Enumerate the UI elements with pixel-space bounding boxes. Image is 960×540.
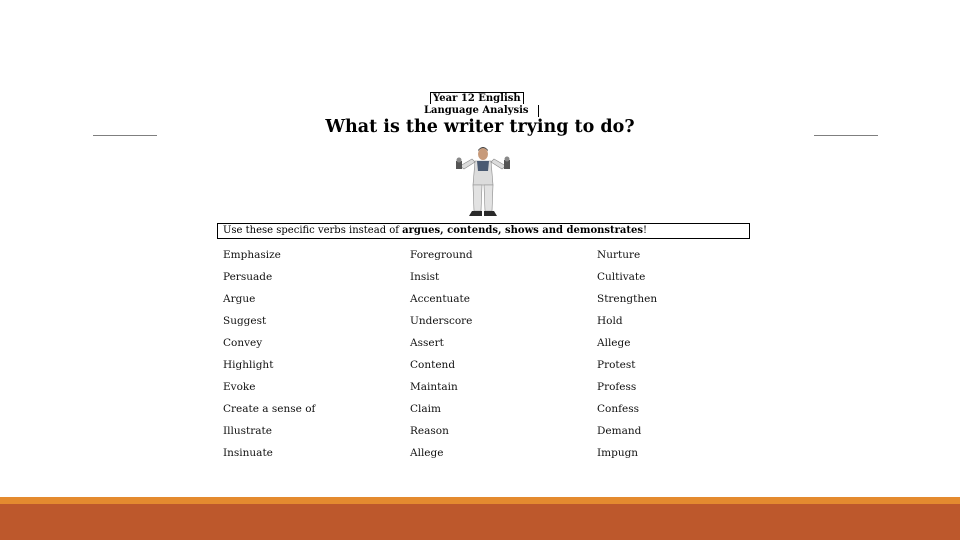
verb-item: Impugn	[597, 447, 639, 459]
header-unit: Language Analysis	[423, 105, 539, 117]
verb-item: Highlight	[223, 359, 274, 371]
verb-item: Hold	[597, 315, 623, 327]
document-header	[423, 86, 543, 117]
worker-illustration	[452, 145, 514, 217]
decorative-rule-right	[814, 135, 878, 136]
verb-item: Underscore	[410, 315, 473, 327]
verb-item: Insist	[410, 271, 440, 283]
verb-item: Accentuate	[410, 293, 470, 305]
verb-item: Reason	[410, 425, 449, 437]
instruction-text: Use these specific verbs instead of	[223, 225, 403, 236]
instruction-suffix: !	[643, 225, 648, 236]
instruction-box	[217, 223, 750, 239]
verb-item: Contend	[410, 359, 456, 371]
verb-item: Maintain	[410, 381, 458, 393]
verb-item: Allege	[597, 337, 631, 349]
footer-accent-bar	[0, 497, 960, 504]
verb-item: Persuade	[223, 271, 273, 283]
verb-item: Profess	[597, 381, 637, 393]
page-title: What is the writer trying to do?	[325, 117, 635, 137]
verb-item: Claim	[410, 403, 441, 415]
decorative-rule-left	[93, 135, 157, 136]
verb-item: Demand	[597, 425, 642, 437]
verb-item: Evoke	[223, 381, 256, 393]
footer-bar	[0, 504, 960, 540]
header-course: Year 12 English	[430, 92, 524, 104]
verb-item: Cultivate	[597, 271, 646, 283]
verb-item: Create a sense of	[223, 403, 316, 415]
verb-item: Argue	[223, 293, 256, 305]
verb-item: Insinuate	[223, 447, 273, 459]
verb-item: Emphasize	[223, 249, 281, 261]
verb-item: Strengthen	[597, 293, 658, 305]
verb-item: Convey	[223, 337, 263, 349]
instruction-bold-verbs: argues, contends, shows and demonstrates	[402, 225, 644, 236]
verb-item: Protest	[597, 359, 636, 371]
verb-item: Nurture	[597, 249, 641, 261]
verb-item: Confess	[597, 403, 639, 415]
verb-item: Assert	[410, 337, 444, 349]
verb-item: Illustrate	[223, 425, 272, 437]
verb-item: Foreground	[410, 249, 473, 261]
verb-item: Suggest	[223, 315, 267, 327]
verb-item: Allege	[410, 447, 444, 459]
